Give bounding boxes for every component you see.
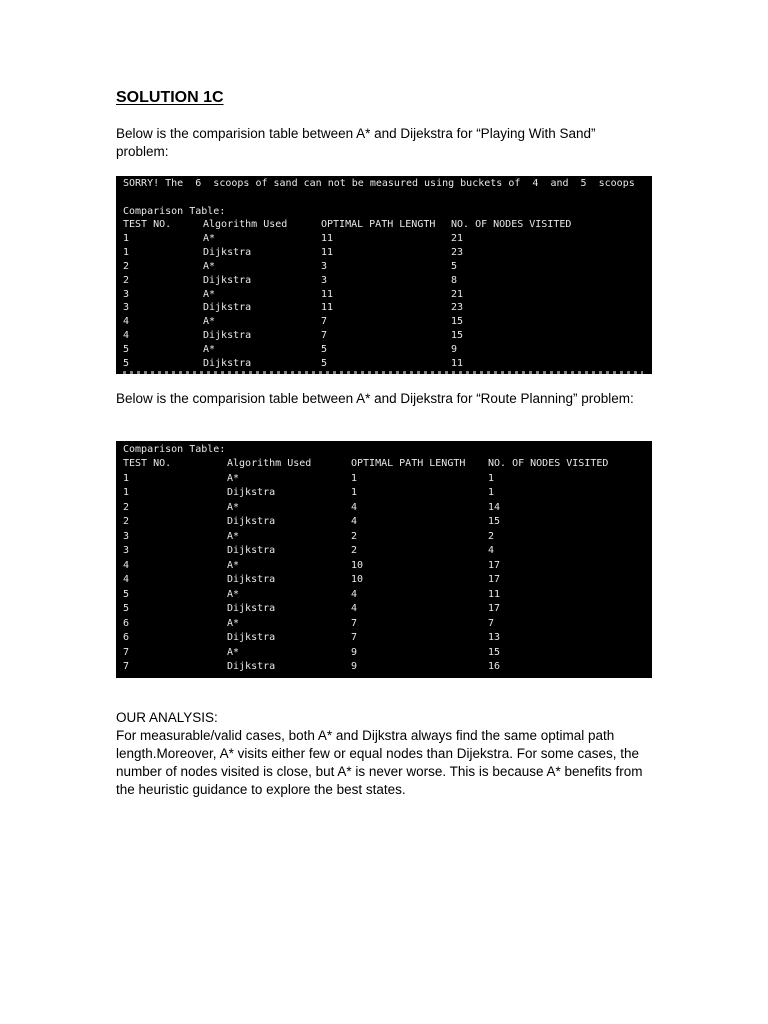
table-cell: 5 xyxy=(321,344,328,356)
table-cell: 8 xyxy=(451,274,458,286)
column-header: NO. OF NODES VISITED xyxy=(451,219,572,230)
sand-console-screenshot xyxy=(116,176,652,374)
table-cell: 7 xyxy=(321,330,328,342)
table-cell: 2 xyxy=(488,530,495,542)
table-cell: A* xyxy=(227,472,240,484)
table-cell: Dijkstra xyxy=(203,330,252,342)
table-cell: 17 xyxy=(488,603,501,614)
table-cell: 15 xyxy=(451,316,464,328)
route-console-screenshot xyxy=(116,441,652,678)
table-cell: 3 xyxy=(123,288,130,300)
table-cell: 5 xyxy=(123,358,130,369)
table-cell: 15 xyxy=(488,516,501,527)
table-cell: 11 xyxy=(321,246,334,258)
table-cell: 1 xyxy=(123,232,130,244)
table-cell: A* xyxy=(203,288,216,300)
table-cell: 5 xyxy=(123,603,130,614)
sand-table-title: Comparison Table: xyxy=(123,206,226,217)
table-cell: 2 xyxy=(123,516,130,527)
truncated-line xyxy=(123,371,643,374)
route-intro-paragraph: Below is the comparision table between A* and Dijekstra for “Route Planning” problem: xyxy=(116,391,634,406)
table-cell: 9 xyxy=(351,646,358,658)
table-row xyxy=(123,559,643,573)
table-cell: 11 xyxy=(488,588,501,600)
table-cell: 5 xyxy=(321,358,328,369)
table-row xyxy=(123,588,643,602)
table-cell: 9 xyxy=(351,661,358,672)
table-cell: Dijkstra xyxy=(203,246,252,258)
table-cell: Dijkstra xyxy=(203,274,252,286)
table-cell: 17 xyxy=(488,559,501,571)
solution-heading: SOLUTION 1C xyxy=(116,89,224,106)
table-cell: 17 xyxy=(488,574,501,585)
table-cell: 14 xyxy=(488,501,501,513)
table-row xyxy=(123,515,643,529)
table-cell: A* xyxy=(227,501,240,513)
table-cell: 13 xyxy=(488,632,501,643)
table-cell: 11 xyxy=(321,302,334,314)
analysis-section xyxy=(116,709,651,799)
table-cell: A* xyxy=(227,588,240,600)
table-row xyxy=(123,472,643,486)
sand-table-header xyxy=(123,218,643,232)
analysis-title: OUR ANALYSIS: xyxy=(116,710,218,725)
table-cell: 6 xyxy=(123,617,130,629)
table-cell: 11 xyxy=(321,288,334,300)
table-cell: 3 xyxy=(123,545,130,556)
table-cell: Dijkstra xyxy=(227,545,276,556)
table-cell: 1 xyxy=(123,472,130,484)
table-cell: Dijkstra xyxy=(227,632,276,643)
table-cell: Dijkstra xyxy=(227,603,276,614)
table-cell: 15 xyxy=(451,330,464,342)
sand-error-message: SORRY! The 6 scoops of sand can not be measured using buckets of 4 and 5 scoops xyxy=(123,178,635,189)
column-header: NO. OF NODES VISITED xyxy=(488,458,609,469)
table-row xyxy=(123,501,643,515)
table-row xyxy=(123,631,643,645)
table-cell: A* xyxy=(203,344,216,356)
table-cell: Dijkstra xyxy=(203,358,252,369)
table-cell: 4 xyxy=(123,316,130,328)
table-cell: 4 xyxy=(351,588,358,600)
table-row xyxy=(123,573,643,587)
table-row xyxy=(123,301,643,315)
table-cell: 9 xyxy=(451,344,458,356)
table-row xyxy=(123,343,643,357)
table-cell: 1 xyxy=(488,487,495,498)
table-row xyxy=(123,232,643,246)
table-row xyxy=(123,329,643,343)
table-cell: 2 xyxy=(123,501,130,513)
table-cell: 1 xyxy=(123,487,130,498)
table-cell: 21 xyxy=(451,232,464,244)
table-row xyxy=(123,544,643,558)
table-cell: 5 xyxy=(451,260,458,272)
table-cell: 15 xyxy=(488,646,501,658)
table-row xyxy=(123,246,643,260)
table-cell: A* xyxy=(227,617,240,629)
table-cell: 2 xyxy=(351,545,358,556)
table-cell: 11 xyxy=(451,358,464,369)
sand-intro-paragraph: Below is the comparision table between A* and Dijekstra for “Playing With Sand” problem: xyxy=(116,126,596,159)
route-table-title: Comparison Table: xyxy=(123,444,226,455)
table-row xyxy=(123,602,643,616)
table-cell: 10 xyxy=(351,574,364,585)
table-cell: 2 xyxy=(351,530,358,542)
table-cell: Dijkstra xyxy=(227,516,276,527)
table-row xyxy=(123,530,643,544)
table-cell: Dijkstra xyxy=(227,661,276,672)
table-cell: Dijkstra xyxy=(227,574,276,585)
table-cell: 5 xyxy=(123,588,130,600)
table-cell: 1 xyxy=(351,487,358,498)
table-cell: 4 xyxy=(123,574,130,585)
table-cell: 4 xyxy=(351,516,358,527)
table-cell: A* xyxy=(203,260,216,272)
table-cell: 23 xyxy=(451,246,464,258)
table-cell: Dijkstra xyxy=(227,487,276,498)
table-cell: 7 xyxy=(351,617,358,629)
table-cell: A* xyxy=(203,316,216,328)
table-cell: 21 xyxy=(451,288,464,300)
table-cell: 4 xyxy=(351,603,358,614)
column-header: TEST NO. xyxy=(123,219,172,230)
table-cell: 23 xyxy=(451,302,464,314)
table-cell: 6 xyxy=(123,632,130,643)
table-cell: 3 xyxy=(123,302,130,314)
table-cell: 4 xyxy=(123,330,130,342)
table-cell: 7 xyxy=(488,617,495,629)
table-cell: 3 xyxy=(123,530,130,542)
column-header: Algorithm Used xyxy=(227,458,312,469)
table-cell: A* xyxy=(203,232,216,244)
table-cell: 3 xyxy=(321,274,328,286)
table-cell: 7 xyxy=(123,646,130,658)
table-cell: 1 xyxy=(123,246,130,258)
table-row xyxy=(123,660,643,674)
column-header: OPTIMAL PATH LENGTH xyxy=(321,219,436,230)
table-row xyxy=(123,260,643,274)
table-row xyxy=(123,617,643,631)
table-row xyxy=(123,646,643,660)
table-cell: A* xyxy=(227,559,240,571)
table-cell: 7 xyxy=(351,632,358,643)
table-cell: A* xyxy=(227,530,240,542)
table-cell: 4 xyxy=(123,559,130,571)
table-row xyxy=(123,315,643,329)
table-cell: Dijkstra xyxy=(203,302,252,314)
table-cell: 2 xyxy=(123,274,130,286)
table-cell: 5 xyxy=(123,344,130,356)
table-cell: 16 xyxy=(488,661,501,672)
table-cell: A* xyxy=(227,646,240,658)
column-header: OPTIMAL PATH LENGTH xyxy=(351,458,466,469)
table-row xyxy=(123,486,643,500)
table-row xyxy=(123,288,643,302)
column-header: TEST NO. xyxy=(123,458,172,469)
table-cell: 10 xyxy=(351,559,364,571)
column-header: Algorithm Used xyxy=(203,219,288,230)
table-cell: 1 xyxy=(488,472,495,484)
route-table-header xyxy=(123,457,643,471)
table-cell: 7 xyxy=(321,316,328,328)
table-cell: 7 xyxy=(123,661,130,672)
analysis-text: For measurable/valid cases, both A* and Dijkstra always find the same optimal path length.Moreover, A* visits either few or equal nodes than Dijekstra. For some cases, the number of nodes visited is close, but A* is never worse. This is because A* benefits from the heuristic guidance to explore the best states. xyxy=(116,728,643,797)
table-cell: 2 xyxy=(123,260,130,272)
table-cell: 1 xyxy=(351,472,358,484)
table-cell: 4 xyxy=(351,501,358,513)
table-cell: 3 xyxy=(321,260,328,272)
table-cell: 4 xyxy=(488,545,495,556)
table-row xyxy=(123,274,643,288)
table-cell: 11 xyxy=(321,232,334,244)
table-row xyxy=(123,357,643,371)
